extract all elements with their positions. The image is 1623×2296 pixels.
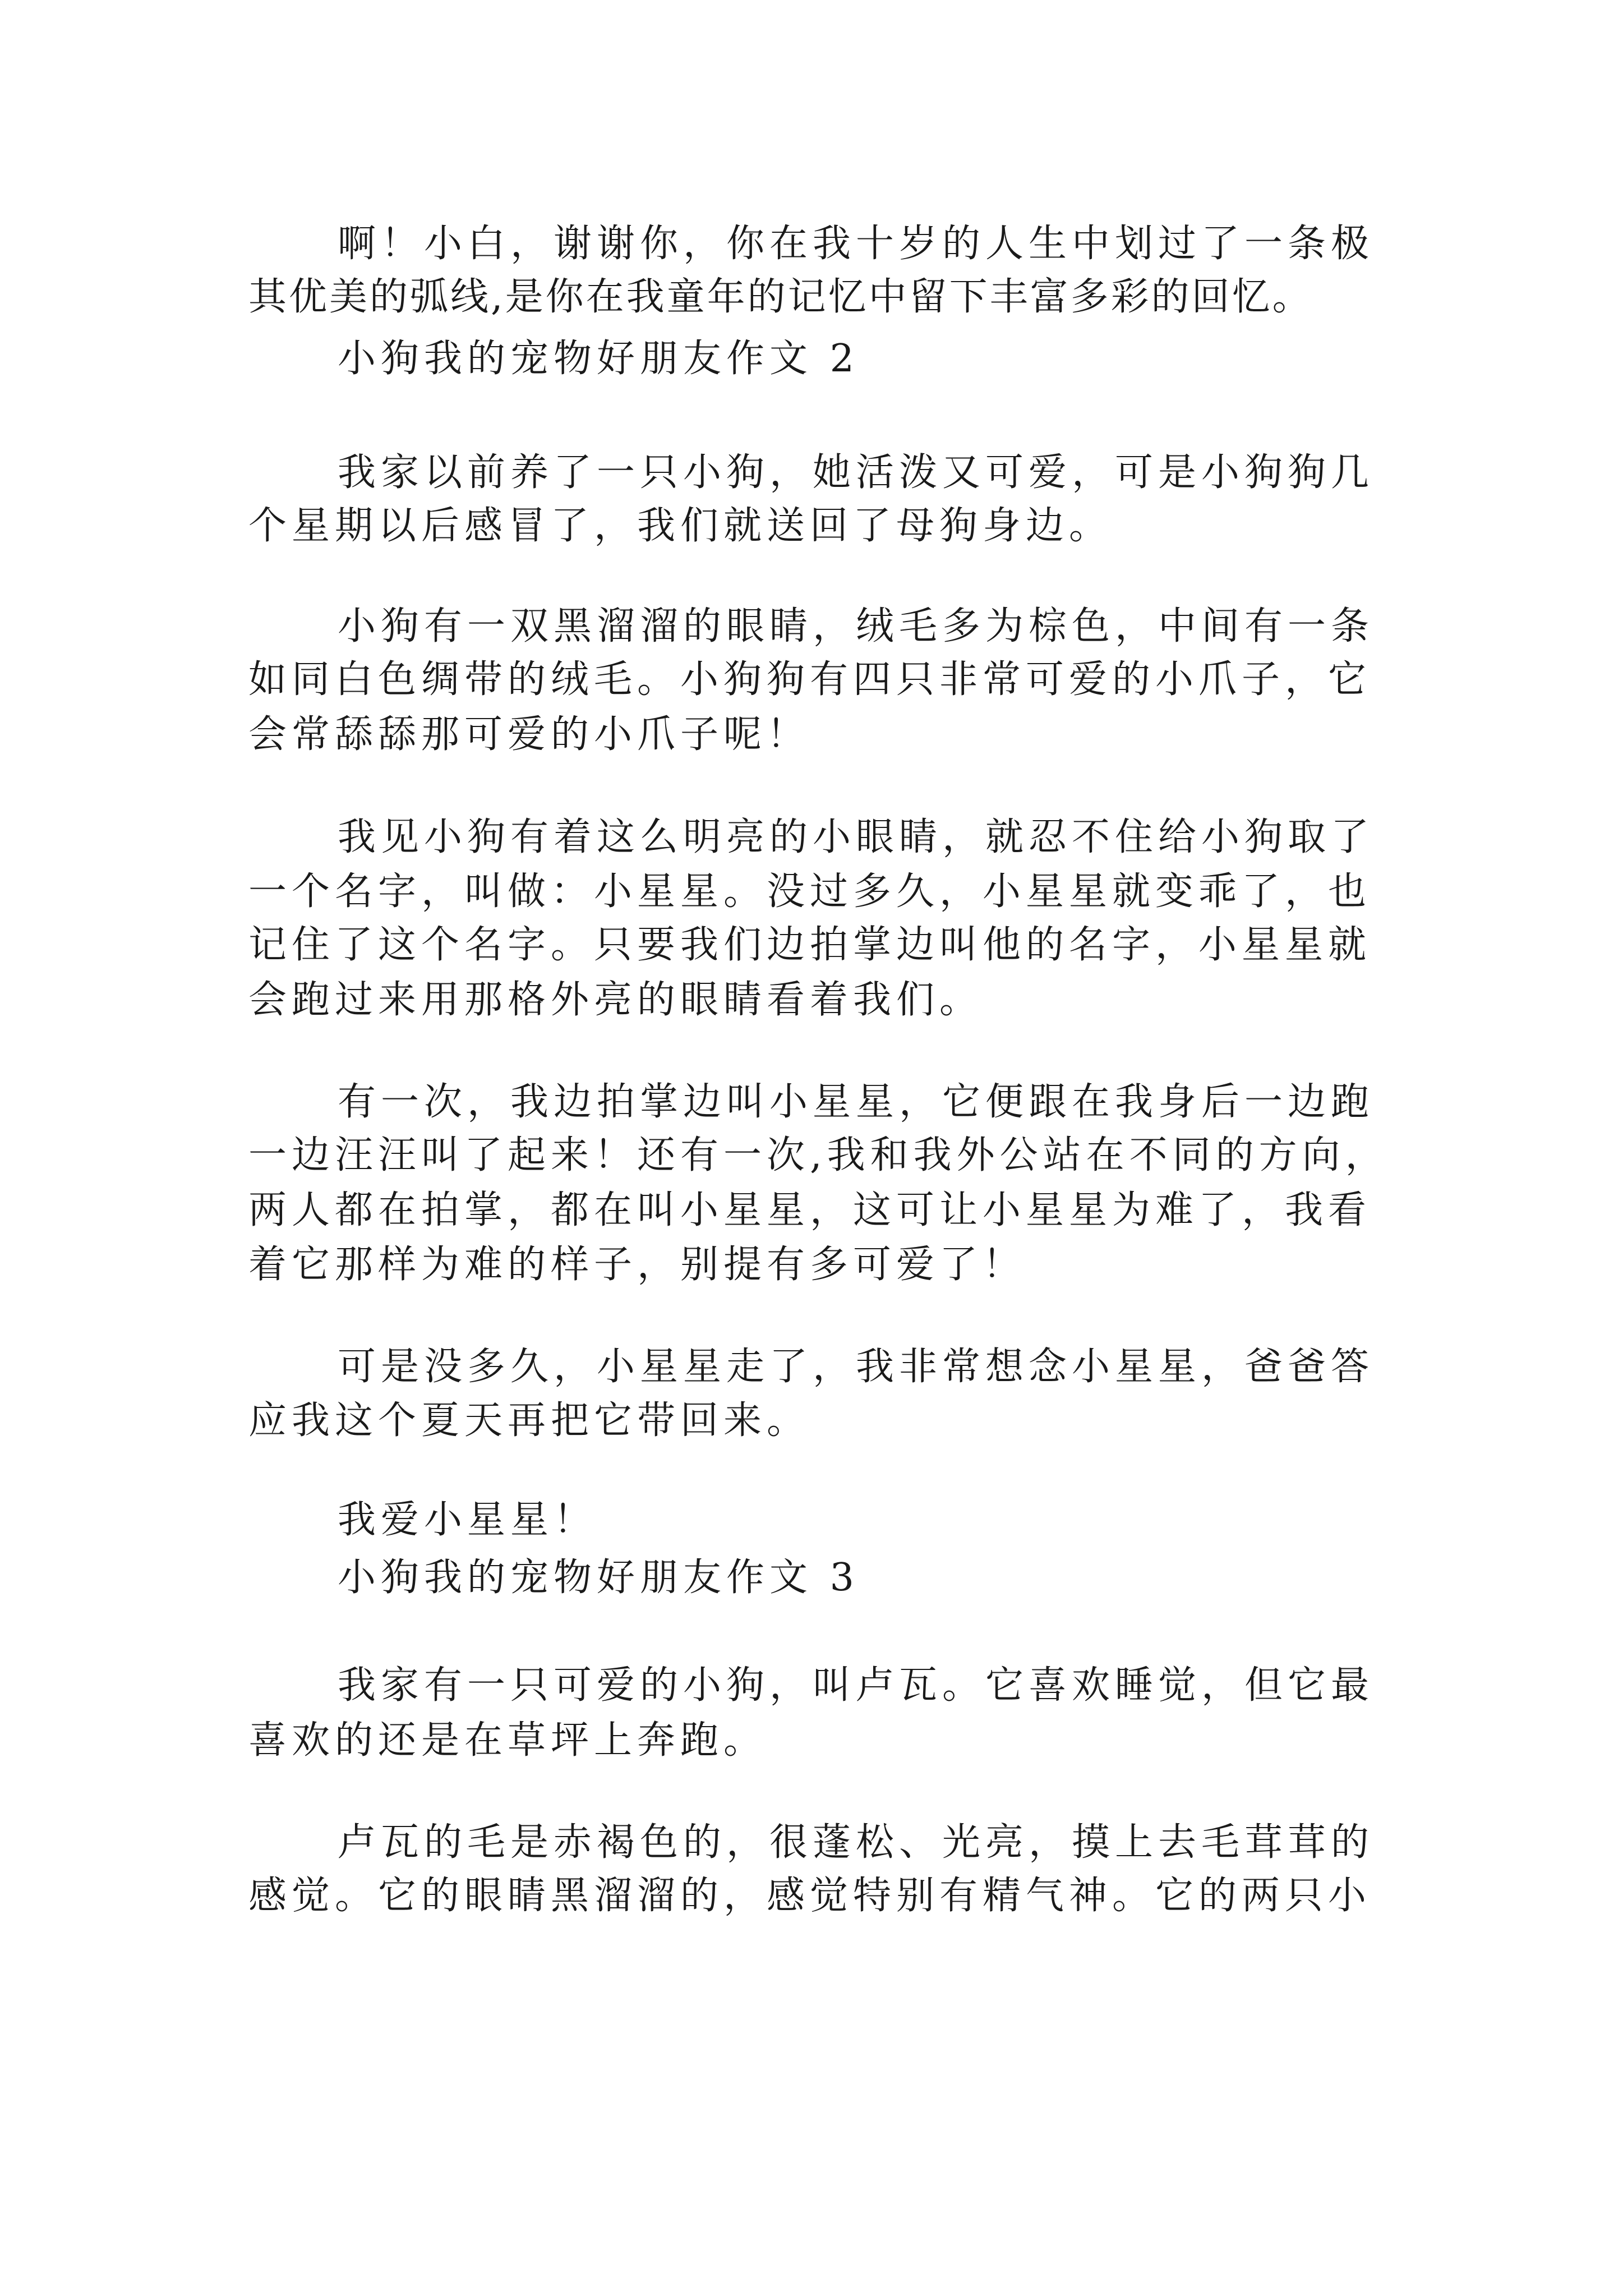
paragraph-line: 我家有一只可爱的小狗，叫卢瓦。它喜欢睡觉，但它最 xyxy=(338,1663,1375,1708)
paragraph-line: 一边汪汪叫了起来！还有一次,我和我外公站在不同的方向， xyxy=(248,1133,1389,1177)
section-heading: 小狗我的宠物好朋友作文 2 xyxy=(338,337,859,381)
paragraph-line: 记住了这个名字。只要我们边拍掌边叫他的名字，小星星就 xyxy=(248,923,1372,967)
paragraph-line: 我见小狗有着这么明亮的小眼睛，就忍不住给小狗取了 xyxy=(338,815,1375,859)
paragraph-line: 着它那样为难的样子，别提有多可爱了！ xyxy=(248,1243,1026,1287)
paragraph-line: 卢瓦的毛是赤褐色的，很蓬松、光亮，摸上去毛茸茸的 xyxy=(338,1820,1375,1865)
paragraph-line: 可是没多久，小星星走了，我非常想念小星星，爸爸答 xyxy=(338,1345,1375,1389)
paragraph-line: 会常舔舔那可爱的小爪子呢！ xyxy=(248,712,810,757)
paragraph-line: 小狗有一双黑溜溜的眼睛，绒毛多为棕色，中间有一条 xyxy=(338,604,1375,648)
paragraph-line: 感觉。它的眼睛黑溜溜的，感觉特别有精气神。它的两只小 xyxy=(248,1874,1372,1918)
paragraph-line: 如同白色绸带的绒毛。小狗狗有四只非常可爱的小爪子，它 xyxy=(248,657,1372,702)
paragraph-line: 我爱小星星！ xyxy=(338,1498,597,1542)
paragraph-line: 两人都在拍掌，都在叫小星星，这可让小星星为难了，我看 xyxy=(248,1188,1372,1232)
paragraph-line: 会跑过来用那格外亮的眼睛看着我们。 xyxy=(248,978,983,1022)
paragraph-line: 一个名字，叫做：小星星。没过多久，小星星就变乖了，也 xyxy=(248,869,1372,914)
paragraph-line: 喜欢的还是在草坪上奔跑。 xyxy=(248,1718,767,1763)
paragraph-line: 啊！小白，谢谢你，你在我十岁的人生中划过了一条极 xyxy=(338,222,1375,266)
paragraph-line: 我家以前养了一只小狗，她活泼又可爱，可是小狗狗几 xyxy=(338,450,1375,495)
section-heading: 小狗我的宠物好朋友作文 3 xyxy=(338,1556,859,1600)
paragraph-line: 其优美的弧线,是你在我童年的记忆中留下丰富多彩的回忆。 xyxy=(248,275,1313,319)
paragraph-line: 有一次，我边拍掌边叫小星星，它便跟在我身后一边跑 xyxy=(338,1080,1375,1124)
paragraph-line: 个星期以后感冒了，我们就送回了母狗身边。 xyxy=(248,504,1113,548)
paragraph-line: 应我这个夏天再把它带回来。 xyxy=(248,1398,810,1443)
